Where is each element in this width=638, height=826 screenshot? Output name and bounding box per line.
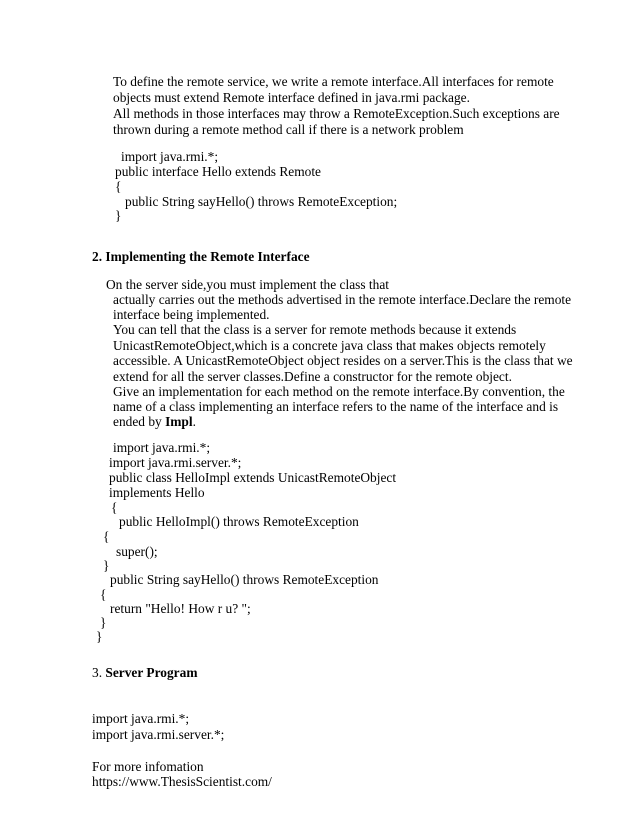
code2-line: } <box>96 629 103 644</box>
code2-line: { <box>103 529 110 544</box>
section2-para-line: Give an implementation for each method on the remote interface.By convention, the <box>113 384 565 399</box>
section2-para-line: extend for all the server classes.Define a constructor for the remote object. <box>113 369 512 384</box>
section2-para-line: UnicastRemoteObject,which is a concrete java class that makes objects remotely <box>113 338 546 353</box>
section2-para-line: name of a class implementing an interface refers to the name of the interface and is <box>113 399 559 414</box>
intro-line-1: To define the remote service, we write a remote interface.All interfaces for remote <box>113 74 554 89</box>
code2-line: { <box>111 500 118 515</box>
code2-line: import java.rmi.*; <box>113 440 211 455</box>
section2-heading: 2. Implementing the Remote Interface <box>92 249 310 264</box>
code1-line-5: } <box>115 208 122 223</box>
section2-para-line: actually carries out the methods advertised in the remote interface.Declare the remote <box>113 292 572 307</box>
footer-link[interactable]: https://www.ThesisScientist.com/ <box>92 774 272 789</box>
section2-para-line: You can tell that the class is a server for remote methods because it extends <box>113 322 517 337</box>
code1-line-3: { <box>115 179 122 194</box>
intro-line-2: objects must extend Remote interface defined in java.rmi package. <box>113 90 470 105</box>
section2-para-line: accessible. A UnicastRemoteObject object resides on a server.This is the class that we <box>113 353 573 368</box>
section3-title: Server Program <box>105 665 198 680</box>
code2-line: import java.rmi.server.*; <box>109 455 242 470</box>
code2-line: public HelloImpl() throws RemoteException <box>119 514 359 529</box>
footer-line-1: For more infomation <box>92 759 204 774</box>
code1-line-2: public interface Hello extends Remote <box>115 164 321 179</box>
code2-line: return "Hello! How r u? "; <box>110 601 251 616</box>
section2-para-first: On the server side,you must implement the class that <box>106 277 390 292</box>
code2-line: public class HelloImpl extends UnicastRemoteObject <box>109 470 397 485</box>
code2-line: } <box>103 558 110 573</box>
intro-line-3: All methods in those interfaces may throw a RemoteException.Such exceptions are <box>113 106 560 121</box>
code3-line: import java.rmi.server.*; <box>92 727 225 742</box>
code2-line: public String sayHello() throws RemoteException <box>110 572 379 587</box>
section3-heading <box>92 665 197 680</box>
code3-line: import java.rmi.*; <box>92 711 190 726</box>
code2-line: implements Hello <box>109 485 205 500</box>
code1-line-4: public String sayHello() throws RemoteException; <box>125 194 398 209</box>
code2-line: } <box>100 615 107 630</box>
impl-keyword: Impl <box>165 414 193 429</box>
section2-para-line: interface being implemented. <box>113 307 270 322</box>
last-suffix: . <box>192 414 196 429</box>
code1-line-1: import java.rmi.*; <box>121 149 219 164</box>
intro-line-4: thrown during a remote method call if there is a network problem <box>113 122 464 137</box>
last-prefix: ended by <box>113 414 166 429</box>
section2-para-last <box>113 414 196 429</box>
code2-line: { <box>100 587 107 602</box>
section3-number: 3. <box>92 665 106 680</box>
code2-line: super(); <box>116 544 158 559</box>
